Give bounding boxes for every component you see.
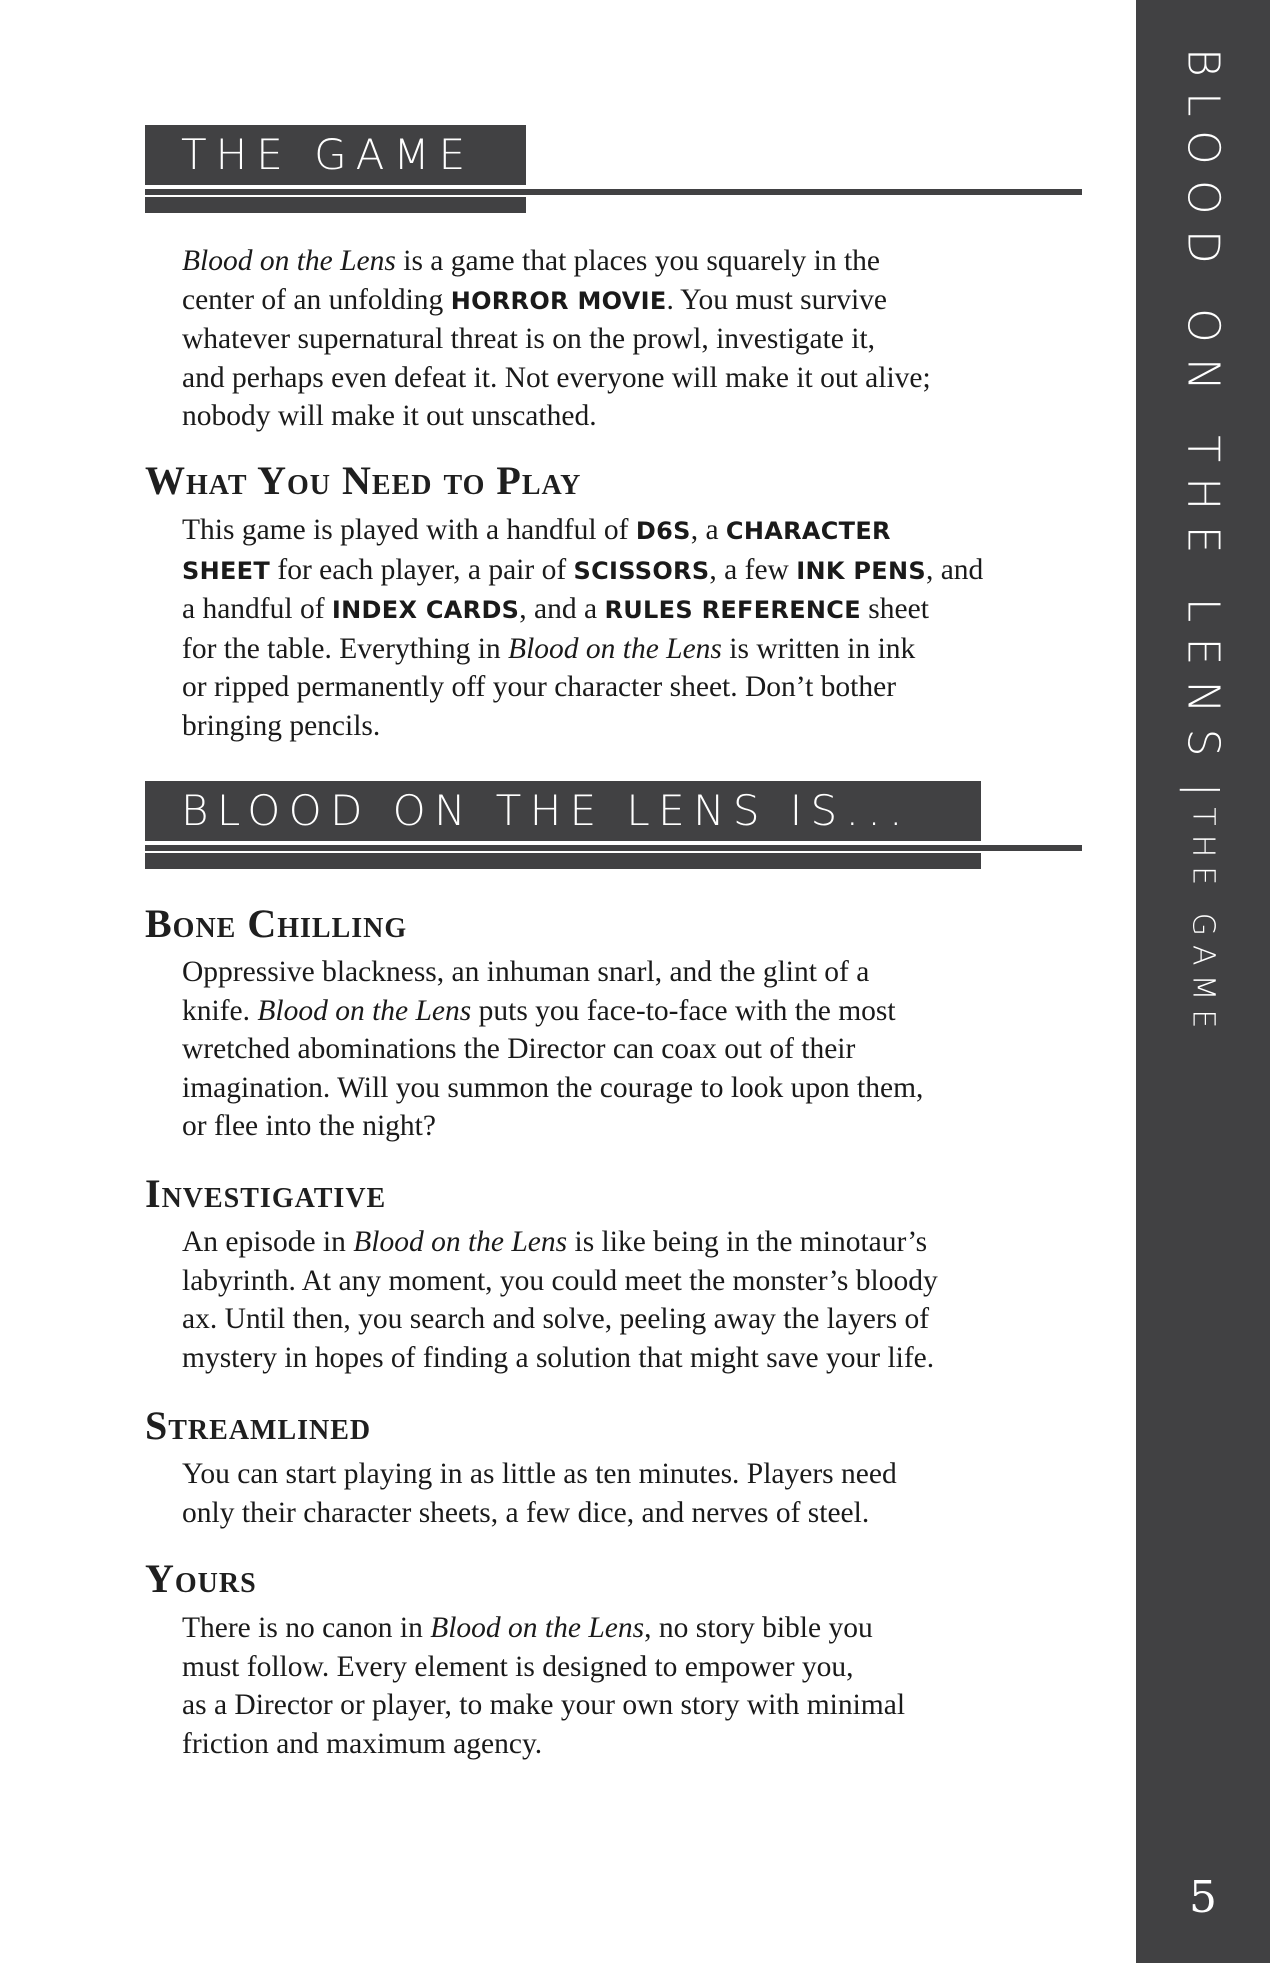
text: wretched abominations the Director can coax out of their xyxy=(182,1033,856,1065)
keyword-term: RULES REFERENCE xyxy=(604,596,861,624)
yours-paragraph xyxy=(182,1609,1082,1763)
text: imagination. Will you summon the courage to look upon them, xyxy=(182,1071,924,1104)
text: sheet xyxy=(860,593,929,625)
text: There is no canon in xyxy=(182,1612,431,1644)
banner-rule xyxy=(145,845,1082,851)
banner-underbar xyxy=(145,853,981,869)
game-title-italic: Blood on the Lens xyxy=(353,1226,568,1258)
game-title-italic: Blood on the Lens xyxy=(508,632,722,665)
text: You can start playing in as little as ten minutes. Players need xyxy=(182,1458,897,1490)
keyword-term: INK PENS xyxy=(796,556,926,585)
text: . You must survive xyxy=(666,283,887,316)
text: This game is played with a handful of xyxy=(182,514,636,546)
text: center of an unfolding xyxy=(182,283,451,316)
keyword-term: D6S xyxy=(635,517,691,545)
text: is written in ink xyxy=(721,632,916,665)
game-title-italic: Blood on the Lens xyxy=(257,994,472,1027)
text: ax. Until then, you search and solve, peeling away the layers of xyxy=(182,1303,930,1335)
intro-paragraph xyxy=(182,242,1082,436)
heading-investigative: Investigative xyxy=(145,1171,387,1216)
text: as a Director or player, to make your own story with minimal xyxy=(182,1689,906,1721)
heading-streamlined: Streamlined xyxy=(145,1403,372,1448)
banner-underbar xyxy=(145,197,526,213)
text: , no story bible you xyxy=(644,1612,873,1644)
heading-what-you-need: What You Need to Play xyxy=(145,458,582,503)
text: must follow. Every element is designed to empower you, xyxy=(182,1650,854,1683)
keyword-term: HORROR MOVIE xyxy=(450,286,667,315)
game-title-italic: Blood on the Lens xyxy=(182,245,396,277)
need-paragraph xyxy=(182,511,1082,745)
keyword-term: SCISSORS xyxy=(573,556,710,585)
banner-rule xyxy=(145,189,1082,195)
bone-chilling-paragraph xyxy=(182,953,1082,1146)
text: , and a xyxy=(519,593,605,625)
text: only their character sheets, a few dice, and nerves of steel. xyxy=(182,1496,870,1529)
text: for the table. Everything in xyxy=(182,632,509,665)
banner-title: THE GAME xyxy=(145,125,526,185)
sidebar-section-title: THE GAME xyxy=(1185,807,1221,1038)
text: for each player, a pair of xyxy=(270,553,574,586)
heading-bone-chilling: Bone Chilling xyxy=(145,901,408,946)
text: or flee into the night? xyxy=(182,1110,436,1142)
text: , a few xyxy=(709,553,797,586)
text: mystery in hopes of finding a solution that might save your life. xyxy=(182,1341,935,1374)
game-title-italic: Blood on the Lens xyxy=(430,1612,645,1644)
text: is like being in the minotaur’s xyxy=(567,1226,928,1258)
text: Oppressive blackness, an inhuman snarl, and the glint of a xyxy=(182,956,870,988)
text: knife. xyxy=(182,994,258,1027)
investigative-paragraph xyxy=(182,1223,1082,1377)
text: whatever supernatural threat is on the prowl, investigate it, xyxy=(182,323,876,355)
text: friction and maximum agency. xyxy=(182,1727,543,1760)
page-number: 5 xyxy=(1189,1872,1217,1923)
streamlined-paragraph xyxy=(182,1455,1082,1532)
text: nobody will make it out unscathed. xyxy=(182,400,597,432)
text: bringing pencils. xyxy=(182,709,381,742)
text: , a xyxy=(690,514,726,546)
banner-title: BLOOD ON THE LENS IS... xyxy=(145,781,981,841)
keyword-term: CHARACTER xyxy=(725,517,891,545)
sidebar-tab xyxy=(1136,0,1270,1963)
sidebar-separator: | xyxy=(1179,782,1226,797)
sidebar-running-head xyxy=(1178,48,1229,1037)
heading-yours: Yours xyxy=(145,1556,257,1601)
text: puts you face-to-face with the most xyxy=(471,994,896,1027)
text: , and xyxy=(925,553,984,586)
text: and perhaps even defeat it. Not everyone will make it out alive; xyxy=(182,361,931,394)
sidebar-book-title: BLOOD ON THE LENS xyxy=(1177,48,1229,772)
keyword-term: INDEX CARDS xyxy=(331,596,520,624)
text: a handful of xyxy=(182,593,332,625)
keyword-term: SHEET xyxy=(182,556,271,585)
text: or ripped permanently off your character sheet. Don’t bother xyxy=(182,671,897,703)
text: is a game that places you squarely in the xyxy=(395,245,881,277)
text: An episode in xyxy=(182,1226,354,1258)
text: labyrinth. At any moment, you could meet the monster’s bloody xyxy=(182,1264,938,1297)
